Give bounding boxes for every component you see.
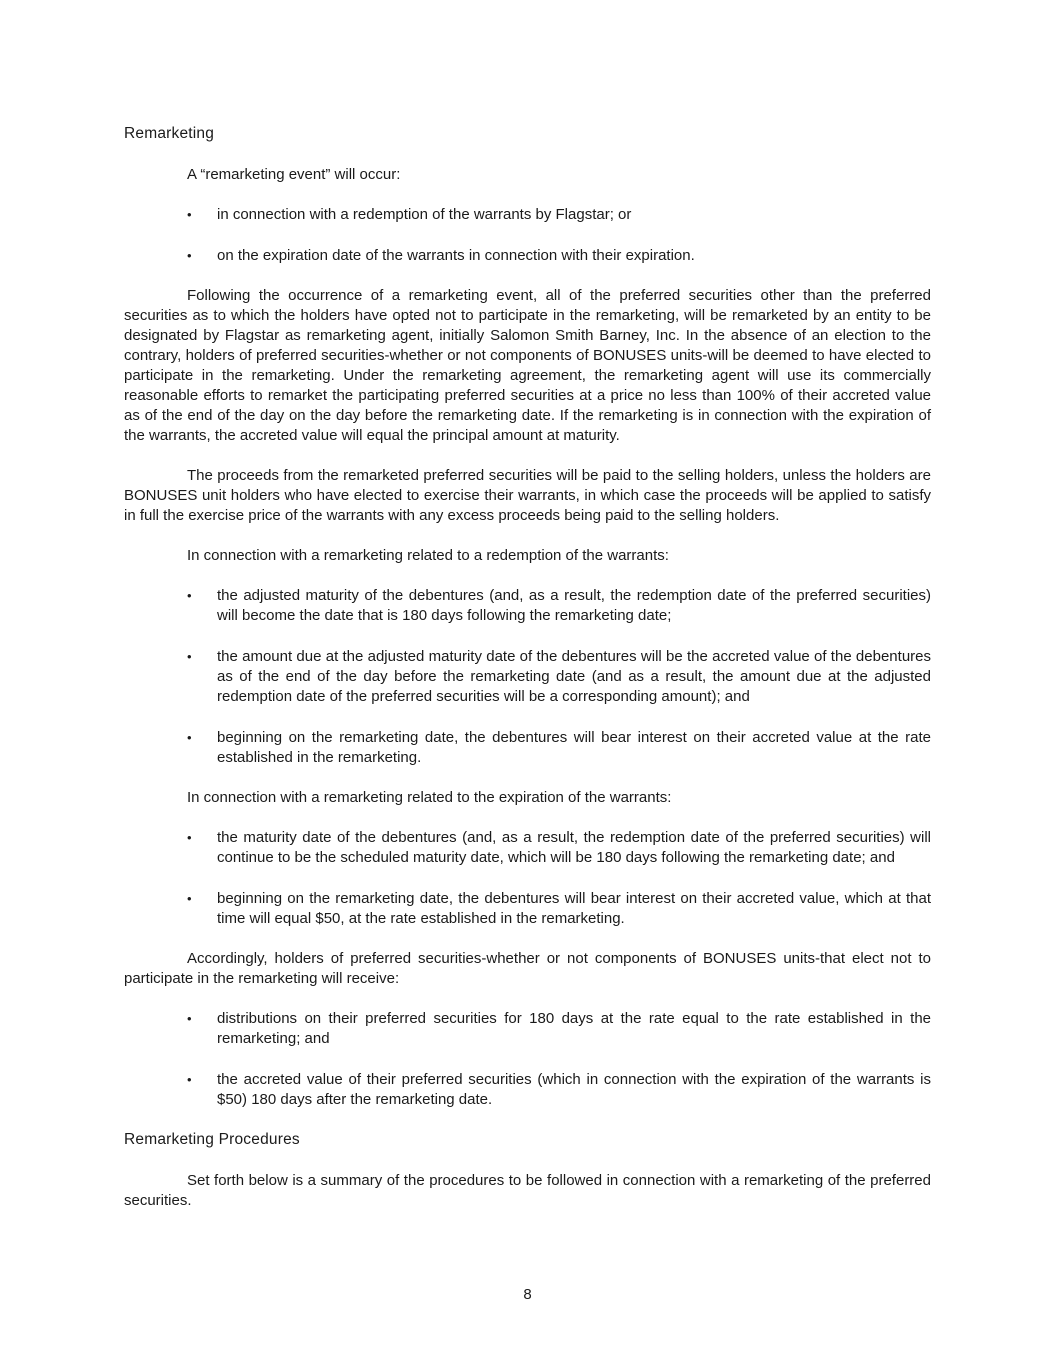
list-item — [124, 205, 931, 225]
bullet-icon: • — [187, 588, 192, 603]
bullet-icon: • — [187, 649, 192, 664]
expiration-bullet-list — [124, 828, 931, 929]
list-item-text: in connection with a redemption of the warrants by Flagstar; or — [217, 206, 632, 223]
list-item-text: the accreted value of their preferred securities (which in connection with the expiration of the warrants is $50) 180 days after the remarketing date. — [217, 1071, 931, 1108]
receive-bullet-list — [124, 1009, 931, 1110]
list-item-text: distributions on their preferred securities for 180 days at the rate equal to the rate established in the remarketing; and — [217, 1010, 931, 1047]
list-item — [124, 586, 931, 626]
document-body — [124, 124, 931, 1231]
list-item-text: beginning on the remarketing date, the debentures will bear interest on their accreted value, which at that time will equal $50, at the rate established in the remarketing. — [217, 890, 931, 927]
intro-expiration: In connection with a remarketing related to the expiration of the warrants: — [187, 789, 672, 806]
list-item — [124, 889, 931, 929]
list-item — [124, 1009, 931, 1049]
list-item — [124, 828, 931, 868]
list-item-text: the amount due at the adjusted maturity date of the debentures will be the accreted value of the debentures as of the end of the day before the remarketing date (and as a result, the amount due at the adjusted redemption date of the preferred securities will be a corresponding amount); and — [217, 648, 931, 705]
paragraph-following: Following the occurrence of a remarketing event, all of the preferred securities other than the preferred securities as to which the holders have opted not to participate in the remarketing, will be remarketed by an entity to be designated by Flagstar as remarketing agent, initially Salomon Smith Barney, Inc. In the absence of an election to the contrary, holders of preferred securities-whether or not components of BONUSES units-will be deemed to have elected to participate in the remarketing. Under the remarketing agreement, the remarketing agent will use its commercially reasonable efforts to remarket the participating preferred securities at a price no less than 100% of their accreted value as of the end of the day on the day before the remarketing date. If the remarketing is in connection with the expiration of the warrants, the accreted value will equal the principal amount at maturity. — [124, 287, 931, 444]
event-bullet-list — [124, 205, 931, 266]
paragraph-proceeds: The proceeds from the remarketed preferred securities will be paid to the selling holders, unless the holders are BONUSES unit holders who have elected to exercise their warrants, in which case the proceeds will be applied to satisfy in full the exercise price of the warrants with any excess proceeds being paid to the selling holders. — [124, 467, 931, 524]
intro-remarketing-event: A “remarketing event” will occur: — [187, 166, 401, 183]
list-item — [124, 728, 931, 768]
bullet-icon: • — [187, 830, 192, 845]
section-heading-remarketing-procedures: Remarketing Procedures — [124, 1131, 300, 1148]
bullet-icon: • — [187, 730, 192, 745]
bullet-icon: • — [187, 1011, 192, 1026]
list-item-text: beginning on the remarketing date, the debentures will bear interest on their accreted value at the rate established in the remarketing. — [217, 729, 931, 766]
list-item-text: the maturity date of the debentures (and, as a result, the redemption date of the preferred securities) will continue to be the scheduled maturity date, which will be 180 days following the remarketing date; and — [217, 829, 931, 866]
paragraph-accordingly: Accordingly, holders of preferred securities-whether or not components of BONUSES units-that elect not to participate in the remarketing will receive: — [124, 950, 931, 987]
redemption-bullet-list — [124, 586, 931, 768]
bullet-icon: • — [187, 891, 192, 906]
list-item — [124, 1070, 931, 1110]
paragraph-set-forth: Set forth below is a summary of the procedures to be followed in connection with a remarketing of the preferred securities. — [124, 1172, 931, 1209]
list-item-text: the adjusted maturity of the debentures (and, as a result, the redemption date of the preferred securities) will become the date that is 180 days following the remarketing date; — [217, 587, 931, 624]
bullet-icon: • — [187, 207, 192, 222]
list-item — [124, 246, 931, 266]
section-heading-remarketing: Remarketing — [124, 125, 215, 142]
bullet-icon: • — [187, 248, 192, 263]
list-item — [124, 647, 931, 707]
intro-redemption: In connection with a remarketing related to a redemption of the warrants: — [187, 547, 669, 564]
page-number: 8 — [523, 1286, 532, 1303]
list-item-text: on the expiration date of the warrants in connection with their expiration. — [217, 247, 695, 264]
bullet-icon: • — [187, 1072, 192, 1087]
